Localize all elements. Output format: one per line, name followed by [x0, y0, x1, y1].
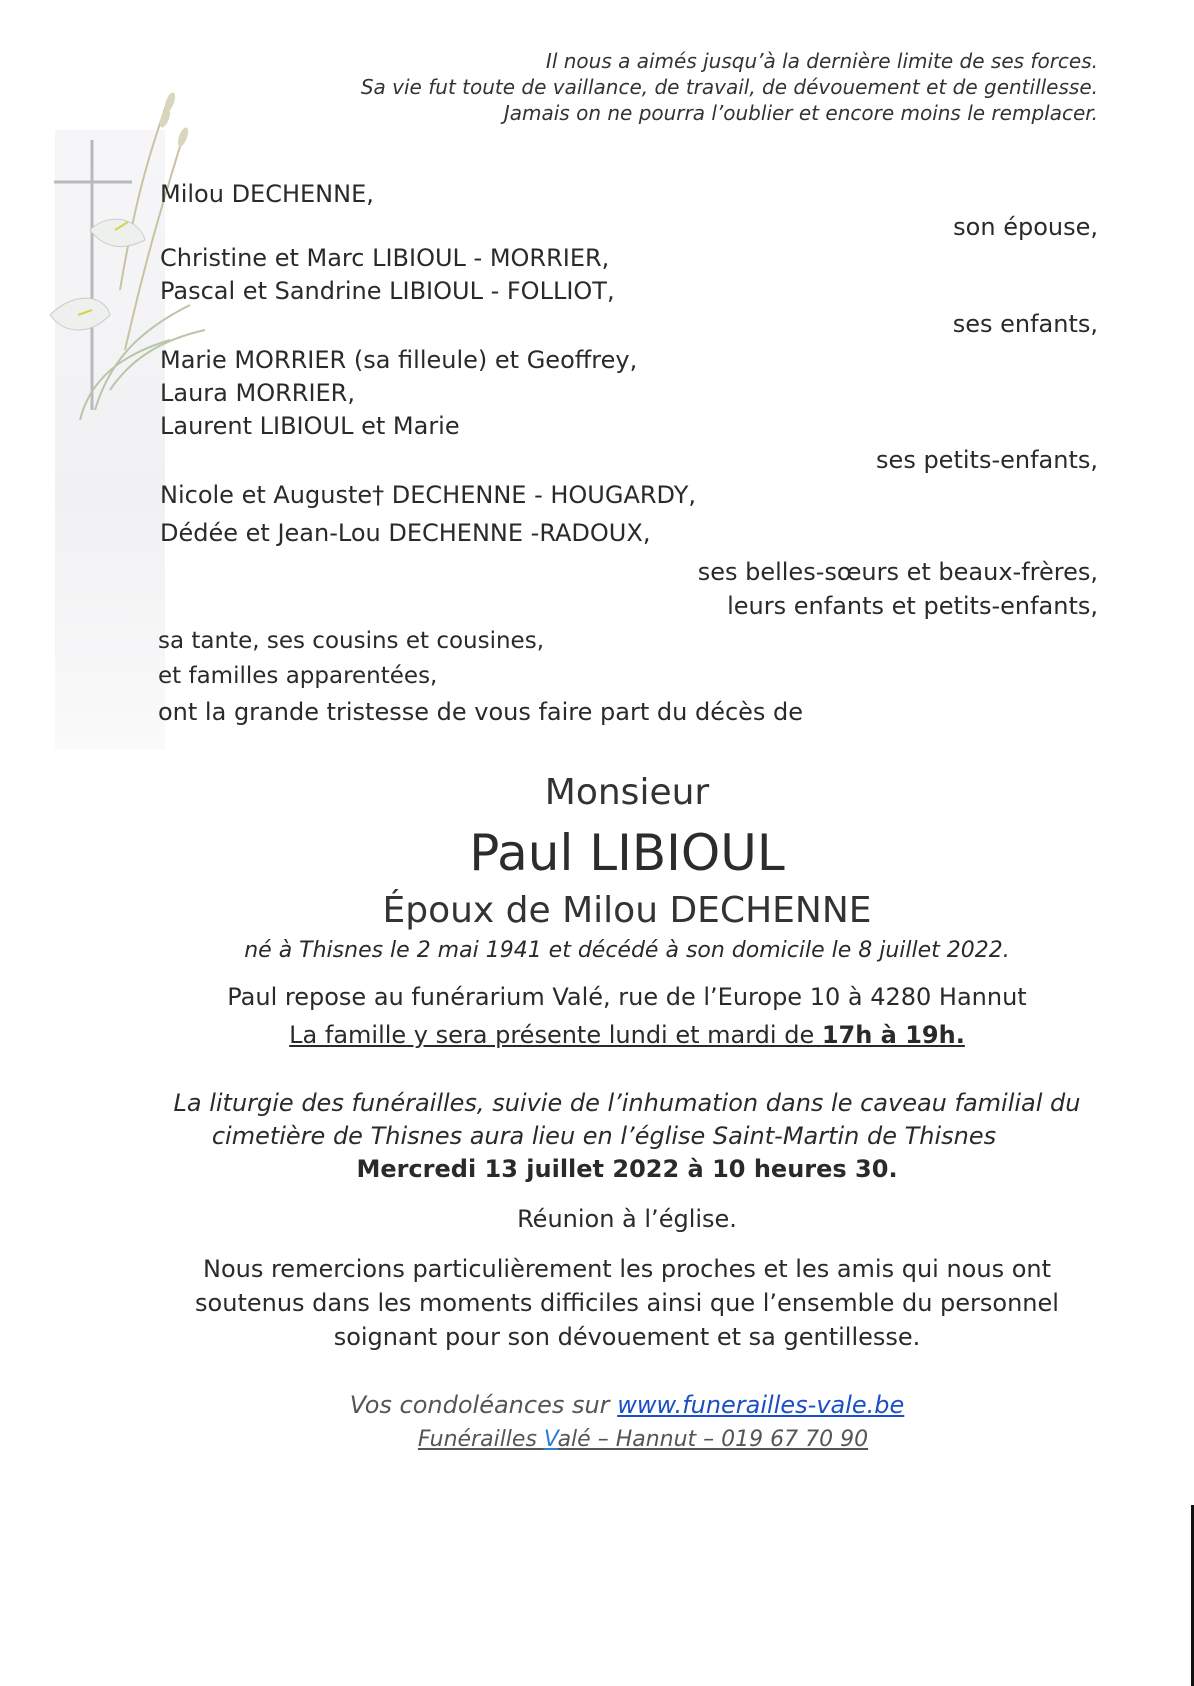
quote-line-2: Sa vie fut toute de vaillance, de travail, de dévouement et de gentillesse.: [360, 75, 1098, 99]
contact-suffix: alé – Hannut – 019 67 70 90: [557, 1427, 869, 1452]
wife-relation: son épouse,: [953, 213, 1098, 241]
child-2: Pascal et Sandrine LIBIOUL - FOLLIOT,: [160, 277, 615, 305]
announcement-line: ont la grande tristesse de vous faire part du décès de: [158, 698, 804, 726]
thanks-line-2: soutenus dans les moments difficiles ainsi que l’ensemble du personnel: [195, 1289, 1059, 1317]
condolences-link[interactable]: www.funerailles-vale.be: [617, 1391, 905, 1419]
inlaws-relation-1: ses belles-sœurs et beaux-frères,: [697, 558, 1098, 586]
presence-hours: 17h à 19h.: [821, 1021, 965, 1049]
presence-text: La famille y sera présente lundi et mardi de: [289, 1021, 822, 1049]
thanks-line-1: Nous remercions particulièrement les proches et les amis qui nous ont: [202, 1255, 1052, 1283]
children-relation: ses enfants,: [952, 310, 1098, 338]
reunion-line: Réunion à l’église.: [517, 1205, 737, 1233]
visitation-presence: [0, 1020, 1194, 1050]
contact-prefix: Funérailles: [417, 1427, 544, 1452]
child-1: Christine et Marc LIBIOUL - MORRIER,: [160, 244, 610, 272]
grandchild-1: Marie MORRIER (sa filleule) et Geoffrey,: [160, 346, 638, 374]
wife-name: Milou DECHENNE,: [160, 180, 374, 208]
ceremony-line-1: La liturgie des funérailles, suivie de l’inhumation dans le caveau familial du: [173, 1089, 1081, 1117]
quote-line-1: Il nous a aimés jusqu’à la dernière limite de ses forces.: [545, 49, 1098, 73]
ceremony-line-2: cimetière de Thisnes aura lieu en l’église Saint-Martin de Thisnes: [211, 1122, 997, 1150]
birth-death-line: né à Thisnes le 2 mai 1941 et décédé à son domicile le 8 juillet 2022.: [244, 938, 1010, 963]
condolences-prefix: Vos condoléances sur: [349, 1391, 618, 1419]
inlaw-2: Dédée et Jean-Lou DECHENNE -RADOUX,: [160, 519, 651, 547]
honorific: Monsieur: [544, 772, 710, 813]
quote-line-3: Jamais on ne pourra l’oublier et encore moins le remplacer.: [503, 101, 1098, 125]
ceremony-datetime: Mercredi 13 juillet 2022 à 10 heures 30.: [356, 1155, 898, 1183]
others-1: sa tante, ses cousins et cousines,: [158, 628, 545, 654]
others-2: et familles apparentées,: [158, 663, 438, 689]
inlaw-1: Nicole et Auguste† DECHENNE - HOUGARDY,: [160, 481, 697, 509]
grandchild-3: Laurent LIBIOUL et Marie: [160, 412, 460, 440]
thanks-line-3: soignant pour son dévouement et sa gentillesse.: [333, 1323, 921, 1351]
deceased-name: Paul LIBIOUL: [469, 824, 785, 882]
inlaws-relation-2: leurs enfants et petits-enfants,: [727, 592, 1098, 620]
grandchild-2: Laura MORRIER,: [160, 379, 355, 407]
grandchildren-relation: ses petits-enfants,: [876, 446, 1098, 474]
vale-logo-letter: V: [543, 1427, 558, 1452]
spouse-line: Époux de Milou DECHENNE: [382, 890, 872, 931]
condolences-line: [0, 1390, 1194, 1420]
contact-line: [16, 1425, 1194, 1455]
visitation-location: Paul repose au funérarium Valé, rue de l’Europe 10 à 4280 Hannut: [227, 983, 1027, 1011]
